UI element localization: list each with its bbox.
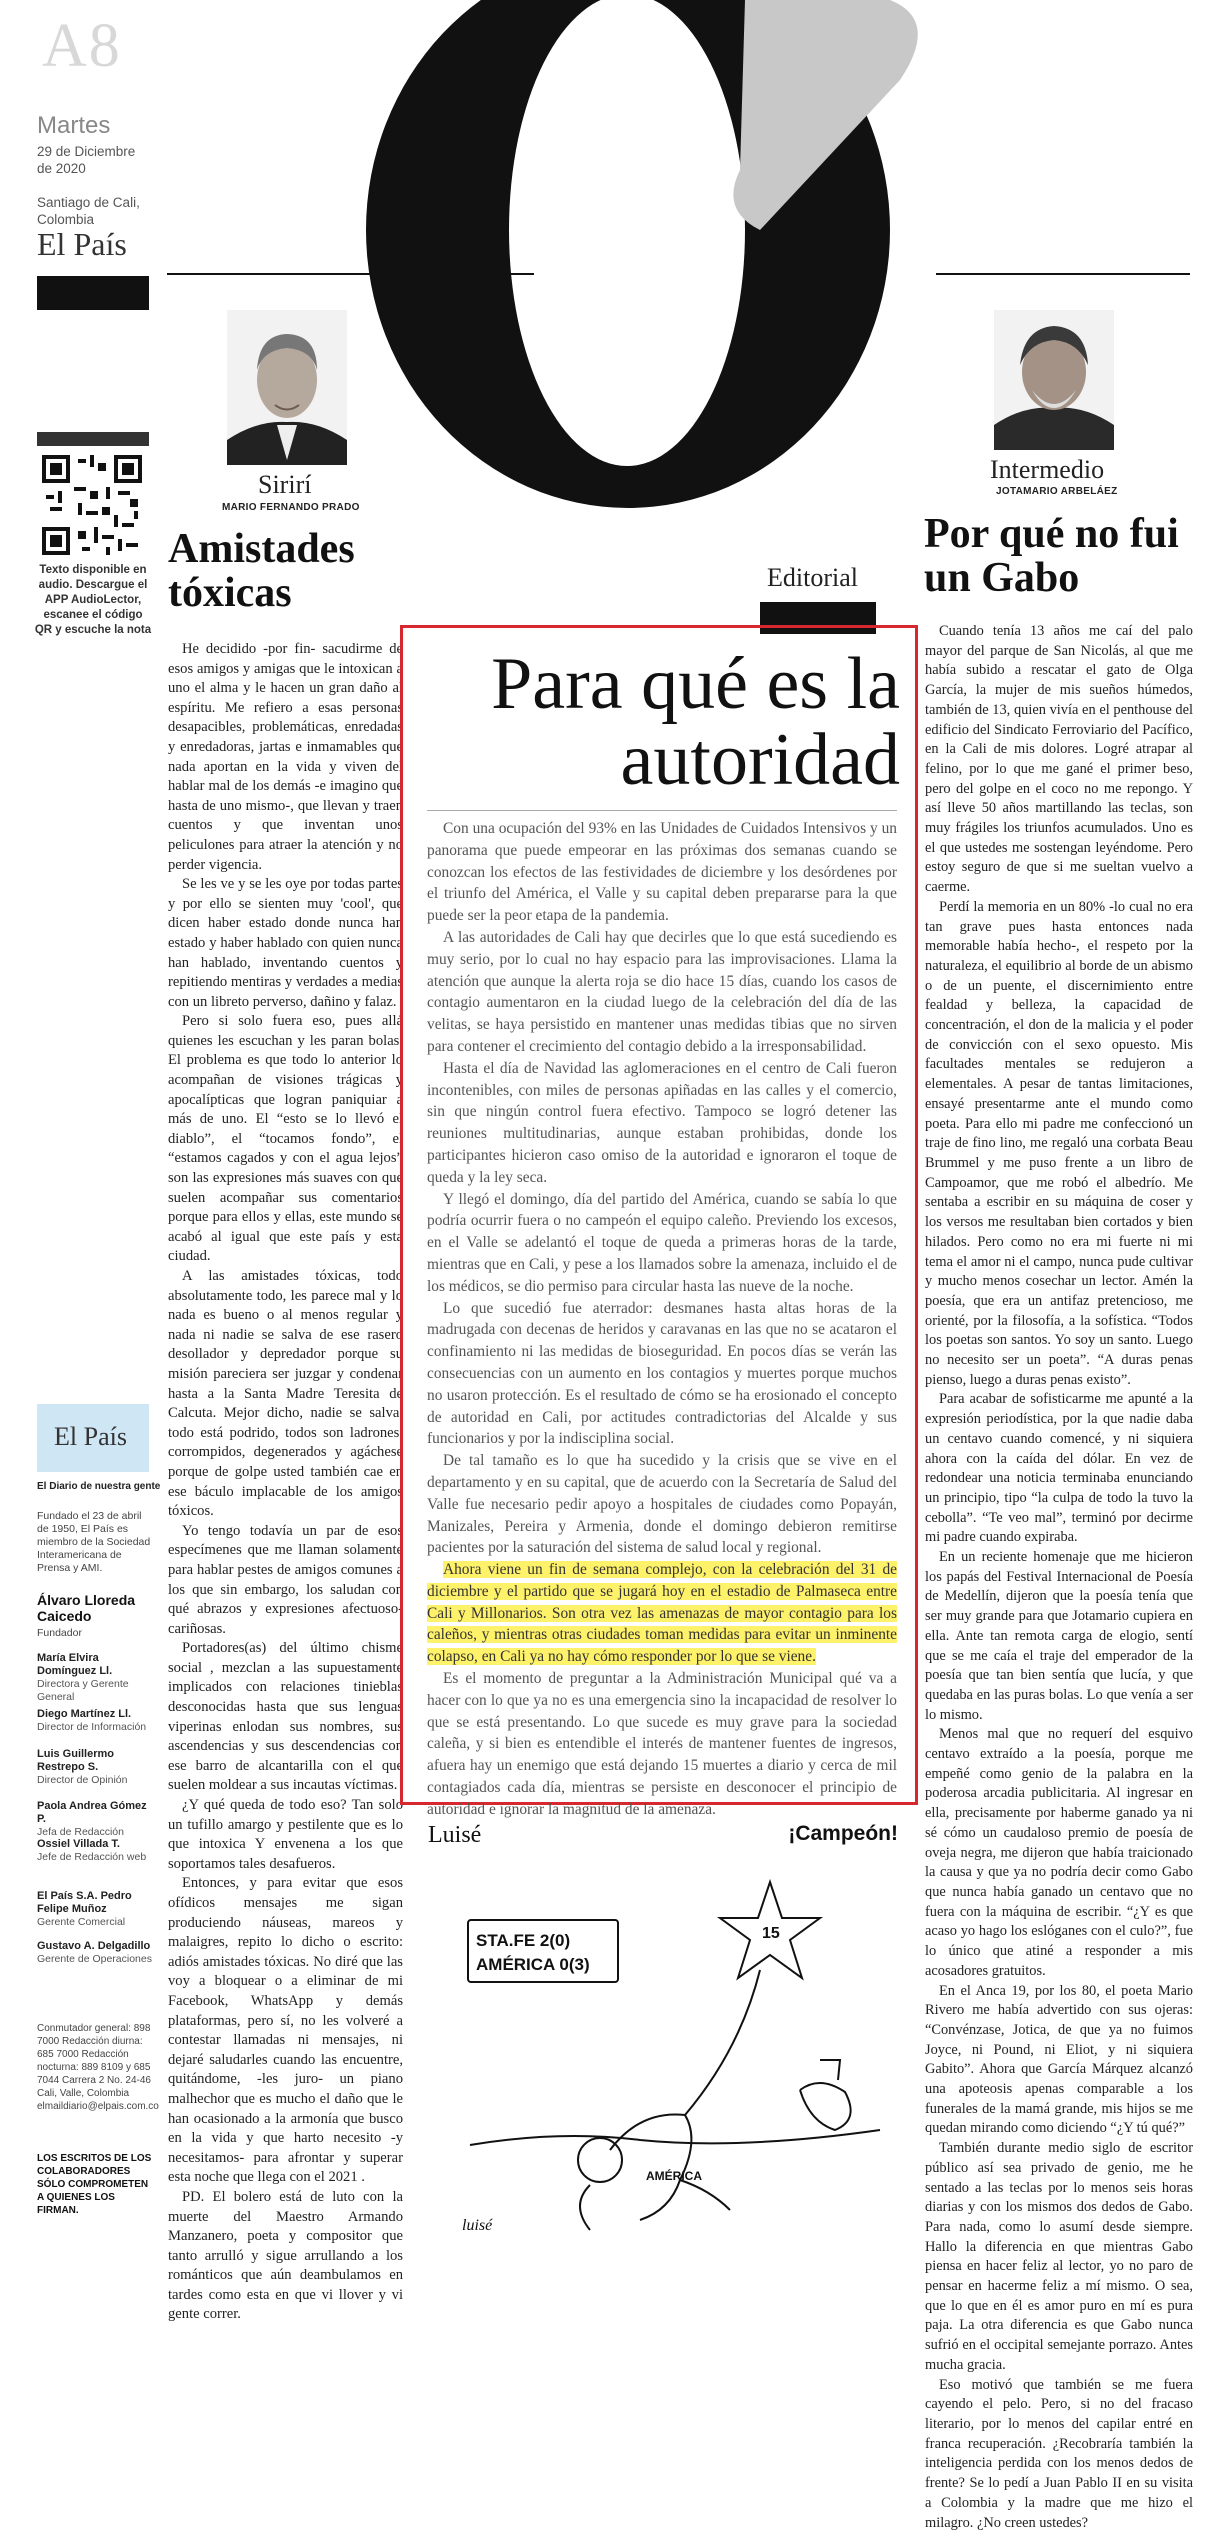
staff-name: Ossiel Villada T. bbox=[37, 1838, 120, 1850]
right-author-name: JOTAMARIO ARBELÁEZ bbox=[996, 486, 1118, 497]
left-article-body bbox=[168, 640, 403, 2323]
staff-role: Director de Información bbox=[37, 1721, 147, 1733]
sidebar-tagline: El Diario de nuestra gente bbox=[37, 1481, 161, 1492]
editorial-label: Editorial bbox=[767, 563, 858, 592]
paragraph: Entonces, y para evitar que esos ofídicos mensajes me sigan produciendo náuseas, mareos y malaigres, repito lo dicho o escrito: adiós amistades tóxicas. No diré que las voy a bloquear o a eliminar de mi Facebook, WhatsApp y demás plataformas, pero sí, no les volveré a contestar llamadas ni mensajes, ni dejaré saludarles cuando las encuentre, quitándome, -les juro- un piano malhechor que es mucho el daño que le han ocasionado a la armonía que busco en la vida y que harto necesito -y necesitamos- para afrontar y superar esta noche que llega con el 2021 . bbox=[168, 1875, 403, 2186]
editorial-title: Para qué es la autoridad bbox=[491, 643, 900, 801]
paragraph: He decidido -por fin- sacudirme de esos amigos y amigas que le intoxican a uno el alma y le hacen un gran daño al espíritu. Me refiero a esas personas desapacibles, problemáticas, enredadas y enredadoras, jartas e inmamables que nada aportan en la vida y viven del hablar mal de los demás -e imagino que hasta de uno mismo-, que llevan y traen cuentos y que inventan unos peliculones para atraer la atención y no perder vigencia. bbox=[168, 641, 403, 873]
paragraph: Pero si solo fuera eso, pues allá quienes les escuchan y les paran bolas. El problema es que todo lo anterior lo acompañan de visiones trágicas y apocalípticas que logran paniquiar a más de uno. El “esto se lo llevó el diablo”, el “tocamos fondo”, el “estamos cagados y con el agua lejos” son las expresiones más suaves con que suelen acompañar sus comentarios porque para ellos y ellas, este mundo se acabó al igual que este país y esta ciudad. bbox=[168, 1013, 403, 1265]
masthead-logo: El País bbox=[37, 226, 127, 262]
cartoon-signature: luisé bbox=[462, 2217, 493, 2234]
sidebar-logo: El País bbox=[54, 1422, 127, 1451]
paragraph: También durante medio siglo de escritor público así sea privado de genio, me he sentado a las teclas por lo menos seis horas diarias y con los mismos dos dedos de Gabo. Para nada, como lo asumí desde siempre. Hallo la diferencia en que mientras Gabo piensa en hacer feliz al lector, yo no paro de pensar en hacerme feliz a mí mismo. O sea, que lo que en él es amor puro en mí es pura paja. La otra diferencia es que Gabo nunca sufrió en el occipital semejante porrazo. Antes mucha gracia. bbox=[925, 2140, 1193, 2373]
left-section-name: Sirirí bbox=[258, 470, 312, 499]
scoreboard-line-1: STA.FE 2(0) bbox=[476, 1931, 571, 1950]
sidebar-founded: Fundado el 23 de abril de 1950, El País es miembro de la Sociedad Interamericana de Prensa y AMI. bbox=[37, 1510, 151, 1574]
paragraph: PD. El bolero está de luto con la muerte del Maestro Armando Manzanero, poeta y compositor que tanto arrulló y sigue arrullando a los románticos que aún deambulamos en tardes como esta en que vi llover y vi gente correr. bbox=[168, 2188, 403, 2323]
right-article-title: Por qué no fui un Gabo bbox=[924, 511, 1179, 601]
page-day: Martes bbox=[37, 112, 111, 139]
staff-entry bbox=[37, 1652, 157, 1708]
paragraph: Yo tengo todavía un par de esos especímenes que me llaman solamente para hablar pestes de amigos comunes a los que sin embargo, los saludan con qué abrazos y expresiones afectuoso-cariñosas. bbox=[168, 1522, 403, 1637]
scoreboard-line-2: AMÉRICA 0(3) bbox=[476, 1955, 590, 1974]
page-number: A8 bbox=[42, 12, 122, 80]
editorial-body bbox=[427, 818, 897, 1818]
logo-underline-bar bbox=[37, 276, 149, 310]
opinion-letter-graphic bbox=[300, 0, 1000, 520]
company-role: Gerente Comercial bbox=[37, 1916, 126, 1928]
cartoon-drawing bbox=[440, 1860, 910, 2250]
paragraph: Hasta el día de Navidad las aglomeraciones en el centro de Cali fueron incontenibles, con miles de personas apiñadas en las calles y el comercio, sin que ningún control fuera efectivo. Tampoco se logró detener las reuniones multitudinarias, aunque estaban prohibidas, donde los participantes hicieron caso omiso de la autoridad e ignoraron el toque de queda y la ley seca. bbox=[427, 1059, 897, 1186]
paragraph: Con una ocupación del 93% en las Unidades de Cuidados Intensivos y un panorama que puede empeorar en las próximas dos semanas cuando se conozcan los efectos de las festividades de diciembre y los desórdenes por el triunfo del América, el Valle y su capital deben prepararse para la que puede ser la peor etapa de la pandemia. bbox=[427, 820, 897, 925]
sidebar-contacts: Conmutador general: 898 7000 Redacción diurna: 685 7000 Redacción nocturna: 889 8109 y 685 7044 Carrera 2 No. 24-46 Cali, Valle, Colombia elmaildiario@elpais.com.co bbox=[37, 2023, 159, 2112]
staff-entry bbox=[37, 1748, 157, 1800]
company-name: Gustavo A. Delgadillo bbox=[37, 1940, 151, 1952]
left-article-title: Amistades tóxicas bbox=[168, 526, 355, 616]
paragraph: Portadores(as) del último chisme social , mezclan a las supuestamente implicados con relaciones tinieblas desconocidas hasta que sus lenguas viperinas enlodan sus nombres, sus ascendencias y sus descendencias con ese barro de alcantarilla con el que suelen moldear a sus incautas víctimas. bbox=[168, 1640, 403, 1794]
staff-entry bbox=[37, 1838, 157, 1890]
sidebar-disclaimer: LOS ESCRITOS DE LOS COLABORADORES SÓLO COMPROMETEN A QUIENES LOS FIRMAN. bbox=[37, 2153, 152, 2216]
sidebar-staff-list bbox=[37, 1652, 157, 1982]
paragraph: Para acabar de sofisticarme me apunté a la expresión periodística, por la que nadie daba un centavo cuando comencé, y ni siquiera ahora con la caída del dólar. En vez de redondear una noticia terminaba enunciando un principio, tipo “la culpa de todo la tuvo la cebolla”. “Te veo mal”, terminó por decirme mi padre cuando expiraba. bbox=[925, 1391, 1193, 1546]
sidebar-founder-role: Fundador bbox=[37, 1627, 82, 1639]
highlighted-paragraph bbox=[427, 1559, 897, 1668]
staff-name: Paola Andrea Gómez P. bbox=[37, 1800, 147, 1825]
columnist-photo-left bbox=[227, 310, 347, 465]
staff-entry bbox=[37, 1940, 157, 1982]
cartoon-title: ¡Campeón! bbox=[788, 1822, 898, 1845]
staff-name: María Elvira Domínguez Ll. bbox=[37, 1652, 113, 1677]
staff-name: Diego Martínez Ll. bbox=[37, 1708, 132, 1720]
qr-top-bar bbox=[37, 432, 149, 446]
paragraph: Eso motivó que también se me fuera cayendo el pelo. Pero, si no del fracaso literario, por lo menos del capilar entré en franca recuperación. ¿Recobraría también la inteligencia perdida con los menos dedos de frente? Se lo pedí a Juan Pablo II en su visita a Colombia y la madre que me hizo el milagro. ¿No creen ustedes? bbox=[925, 2376, 1193, 2531]
star-label: 15 bbox=[762, 1925, 780, 1942]
staff-name: Luis Guillermo Restrepo S. bbox=[37, 1748, 115, 1773]
masthead-rule-left bbox=[167, 273, 534, 275]
highlight: Ahora viene un fin de semana complejo, con la celebración del 31 de diciembre y el partido que se jugará hoy en el estadio de Palmaseca entre Cali y Millonarios. Son otra vez las amenazas de mayor contagio para los caleños, y mientras otras ciudades toman medidas para evitar un inminente colapso, en Cali ya no hay cómo responder por lo que se viene. bbox=[427, 1561, 897, 1666]
page-place: Santiago de Cali, Colombia bbox=[37, 195, 140, 227]
paragraph: En un reciente homenaje que me hicieron los papás del Festival Internacional de Poesía de Medellín, dijeron que la poesía tenía que ser muy grande para que Jotamario cupiera en ella. Ante tan remota carga de elogio, sentí que se me caía el traje del emperador de la poesía que tan bien sentía que lucía, y que quedaba en las puras bolas. Lo que venía a ser lo mismo. bbox=[925, 1549, 1193, 1723]
columnist-photo-right bbox=[994, 310, 1114, 450]
left-author-name: MARIO FERNANDO PRADO bbox=[222, 502, 360, 513]
paragraph: ¿Y qué queda de todo eso? Tan solo un tufillo amargo y pestilente que es lo que intoxica Y envenena a los que soportamos tales desafueros. bbox=[168, 1797, 403, 1872]
editorial-title-rule bbox=[427, 810, 897, 811]
staff-entry bbox=[37, 1890, 157, 1940]
masthead-rule-right bbox=[936, 273, 1190, 275]
sidebar-founder-name: Álvaro Lloreda Caicedo bbox=[37, 1592, 136, 1624]
paragraph: En el Anca 19, por los 80, el poeta Mario Rivero me había advertido con sus ojeras: “Convénzase, Jotica, de que ya no fuimos Joyce, ni Pound, ni Eliot, y ni siquiera Gabito”. Ahora que García Márquez alcanzó una apoteosis apenas comparable a los funerales de la mamá grande, mis hijos se me quedan mirando como diciendo “¿Y tú qué?” bbox=[925, 1982, 1193, 2137]
paragraph: Es el momento de preguntar a la Administración Municipal qué va a hacer con lo que ya no es una emergencia sino la incapacidad de resolver lo que se está presentando. Lo que sucede es muy grave para la sociedad caleña, y si bien es entendible el interés de mantener fuentes de ingresos, afuera hay un enemigo que está dejando 15 muertes a diario y cerca de mil contagiados cada día, mientras se persiste en desconocer el principio de autoridad e ignorar la magnitud de la amenaza. bbox=[427, 1670, 897, 1818]
shirt-label: AMÉRICA bbox=[646, 2169, 702, 2183]
qr-code bbox=[42, 455, 142, 555]
paragraph: Lo que sucedió fue aterrador: desmanes hasta altas horas de la madrugada con decenas de heridos y caravanas en las que no se acataron el confinamiento ni las medidas de bioseguridad. En pocos días se verán las consecuencias con un aumento en los contagios y muertes porque muchos no usaron protección. Es el resultado de cómo se ha erosionado el concepto de autoridad en Cali, por actitudes contradictorias del Alcalde y sus funcionarios y por la indisciplina social. bbox=[427, 1299, 897, 1448]
paragraph: De tal tamaño es lo que ha sucedido y la crisis que se vive en el departamento y en su capital, que de acuerdo con la Secretaría de Salud del Valle fue necesario pedir apoyo a hospitales de ciudades como Popayán, Manizales, Pereira y Armenia, donde el domingo debieron remitirse pacientes por la saturación del sistema de salud local y regional. bbox=[427, 1452, 897, 1557]
right-section-name: Intermedio bbox=[990, 455, 1105, 484]
staff-entry bbox=[37, 1708, 157, 1748]
company-role: Gerente de Operaciones bbox=[37, 1953, 152, 1965]
page-date: 29 de Diciembre de 2020 bbox=[37, 144, 136, 176]
paragraph: A las amistades tóxicas, todo absolutamente todo, les parece mal y lo nada es bueno o al menos regular y nada ni nadie se salva de ese rasero desollador y depredador porque su misión pareciera ser juzgar y condenar hasta a la Santa Madre Teresita de Calcuta. Mejor dicho, nadie se salva, todo está podrido, todos son ladrones, corrompidos, degenerados y agáchese porque de golpe usted también cae en ese báculo implacable de los amigos tóxicos. bbox=[168, 1268, 403, 1520]
staff-role: Directora y Gerente General bbox=[37, 1678, 129, 1703]
staff-role: Director de Opinión bbox=[37, 1774, 128, 1786]
staff-entry bbox=[37, 1800, 157, 1838]
cartoon-artist: Luisé bbox=[428, 1822, 482, 1848]
paragraph: Cuando tenía 13 años me caí del palo mayor del parque de San Nicolás, al que me había subido a rescatar el gato de Olga García, la mujer de mis sueños húmedos, también de 13, quien vivía en el penthouse del edificio del Sindicato Ferroviario del Pacífico, en la Cali de mis dolores. Logré atrapar al felino, por lo que me gané el primer beso, pero del golpe en el coco no me repongo. Y así lleve 50 años martillando las teclas, son muy frágiles los triunfos acumulados. Uno es el que ustedes me sostengan leyéndome. Pero estoy seguro de que si me sueltan vuelvo a caerme. bbox=[925, 623, 1193, 896]
paragraph: Y llegó el domingo, día del partido del América, cuando se sabía lo que podría ocurrir fuera o no campeón el equipo caleño. Previendo los excesos, en el Valle se adelantó el toque de queda a primeras horas de la tarde, mientras que en Cali, y pese a los llamados sobre la amenaza, incluido el de los médicos, se dio permiso para circular hasta las nueve de la noche. bbox=[427, 1190, 897, 1295]
paragraph: Perdí la memoria en un 80% -lo cual no era tan grave pues hasta entonces nada memorable había hecho-, el respeto por la naturaleza, el equilibrio al borde de un abismo o de un puente, el discernimiento entre fealdad y belleza, la capacidad de concentración, el don de la malicia y el poder de convicción con el sexo opuesto. Mis facultades mentales se redujeron a elementales. A pesar de tantas limitaciones, ensayé presentarme ante el mundo como poeta. Para ello mi padre me confeccionó un traje de fino lino, me regaló una corbata Beau Brummel y me puso frente a un libro de Campoamor, que me robó el albedrío. Me sentaba a escribir en su máquina de coser y los versos me resultaban bien cortados y bien hilados. Pero como no era mi fuerte ni mi tema el amor ni el campo, nunca pude cultivar y mucho menos cosechar un lector. Amén la poesía, que era un antifaz pretencioso, me orienté, por la filosofía, a la sofística. “Todos los poetas son santos. Yo soy un santo. Luego no necesito ser un poeta”. “A duras penas pienso, luego a duras penas existo”. bbox=[925, 898, 1193, 1388]
paragraph: Se les ve y se les oye por todas partes y por ello se sienten muy 'cool', que dicen haber estado donde nunca han estado y haber hablado con quien nunca han hablado, inventando cuentos y repitiendo mentiras y verdades a medias con un libreto perverso, dañino y falaz. bbox=[168, 876, 403, 1010]
paragraph: Menos mal que no requerí del esquivo centavo extraído a la poesía, porque me empeñé como genio de la palabra en la poderosa arcadia publicitaria. Al ingresar en ella, precisamente por haberme ganado ya ni sé cómo un caudaloso premio de poesía de oveja negra, me dijeron que había traicionado la causa y que ya no podría decir como Gabo que nunca había ganado un centavo que no fuera con la máquina de escribir. “¿Y es que acaso yo hago los eslóganes con el culo?”, fue lo único que atiné a responder a mis acosadores gratuitos. bbox=[925, 1726, 1193, 1979]
company-name: El País S.A. Pedro Felipe Muñoz bbox=[37, 1890, 132, 1915]
right-article-body bbox=[925, 622, 1193, 2531]
qr-caption: Texto disponible en audio. Descargue el APP AudioLector, escanee el código QR y escuche la nota bbox=[34, 564, 152, 636]
paragraph: A las autoridades de Cali hay que decirles que lo que está sucediendo es muy serio, por lo cual no hay espacio para las improvisaciones. Llama la atención que aunque la alerta roja se dio hace 15 días, cuando los casos de contagio aumentaron en la ciudad luego de la celebración del día de las velitas, se haya persistido en mantener unas medidas tibias que no sirven para contener el crecimiento del contagio debido a la irresponsabilidad. bbox=[427, 928, 897, 1055]
staff-role: Jefa de Redacción bbox=[37, 1826, 124, 1838]
staff-role: Jefe de Redacción web bbox=[37, 1851, 147, 1863]
